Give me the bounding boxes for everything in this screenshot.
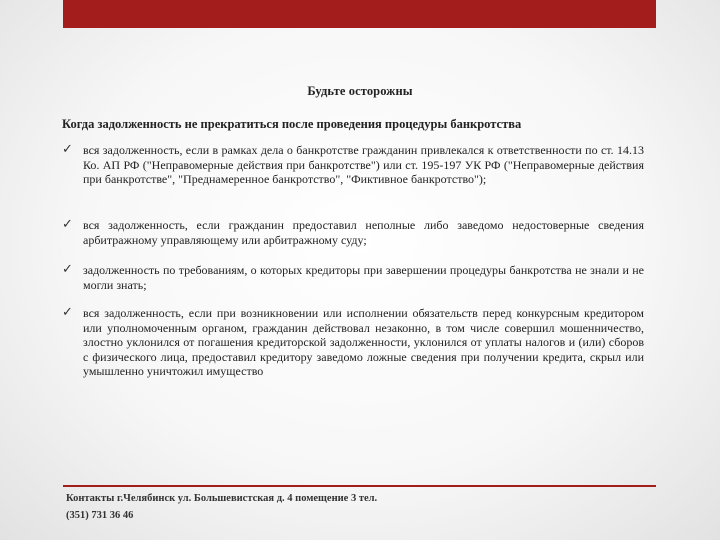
check-icon: ✓ <box>62 305 73 320</box>
list-item <box>62 263 644 292</box>
footer-contacts <box>66 490 377 524</box>
check-icon: ✓ <box>62 217 73 232</box>
list-item <box>62 218 644 247</box>
top-accent-bar <box>63 0 656 28</box>
check-icon: ✓ <box>62 142 73 157</box>
list-item-text: задолженность по требованиям, о которых кредиторы при завершении процедуры банкротства не знали и не могли знать; <box>83 263 644 292</box>
contacts-address: Контакты г.Челябинск ул. Большевистская д. 4 помещение 3 тел. <box>66 493 378 504</box>
list-item <box>62 143 644 187</box>
footer-divider <box>63 485 656 487</box>
list-item-text: вся задолженность, если при возникновении или исполнении обязательств перед конкурсным кредитором или уполномоченным органом, гражданин действовал незаконно, в том числе совершил мошенничество, злостно уклонился от погашения кредиторской задолженности, уклонился от уплаты налогов и (или) сборов с физического лица, предоставил кредитору заведомо ложные сведения при получении кредита, скрыл или умышленно уничтожил имущество <box>83 306 644 379</box>
list-item-text: вся задолженность, если в рамках дела о банкротстве гражданин привлекался к ответственности по ст. 14.13 Ко. АП РФ ("Неправомерные действия при банкротстве") или ст. 195-197 УК РФ ("Неправомерные действия при банкротстве", "Преднамеренное банкротство", "Фиктивное банкротство"); <box>83 143 644 187</box>
section-subtitle: Когда задолженность не прекратиться после проведения процедуры банкротства <box>62 117 522 131</box>
list-item <box>62 306 644 379</box>
contacts-phone: (351) 731 36 46 <box>66 510 134 521</box>
page-title: Будьте осторожны <box>307 84 413 98</box>
check-icon: ✓ <box>62 262 73 277</box>
list-item-text: вся задолженность, если гражданин предоставил неполные либо заведомо недостоверные сведения арбитражному управляющему или арбитражному суду; <box>83 218 644 247</box>
